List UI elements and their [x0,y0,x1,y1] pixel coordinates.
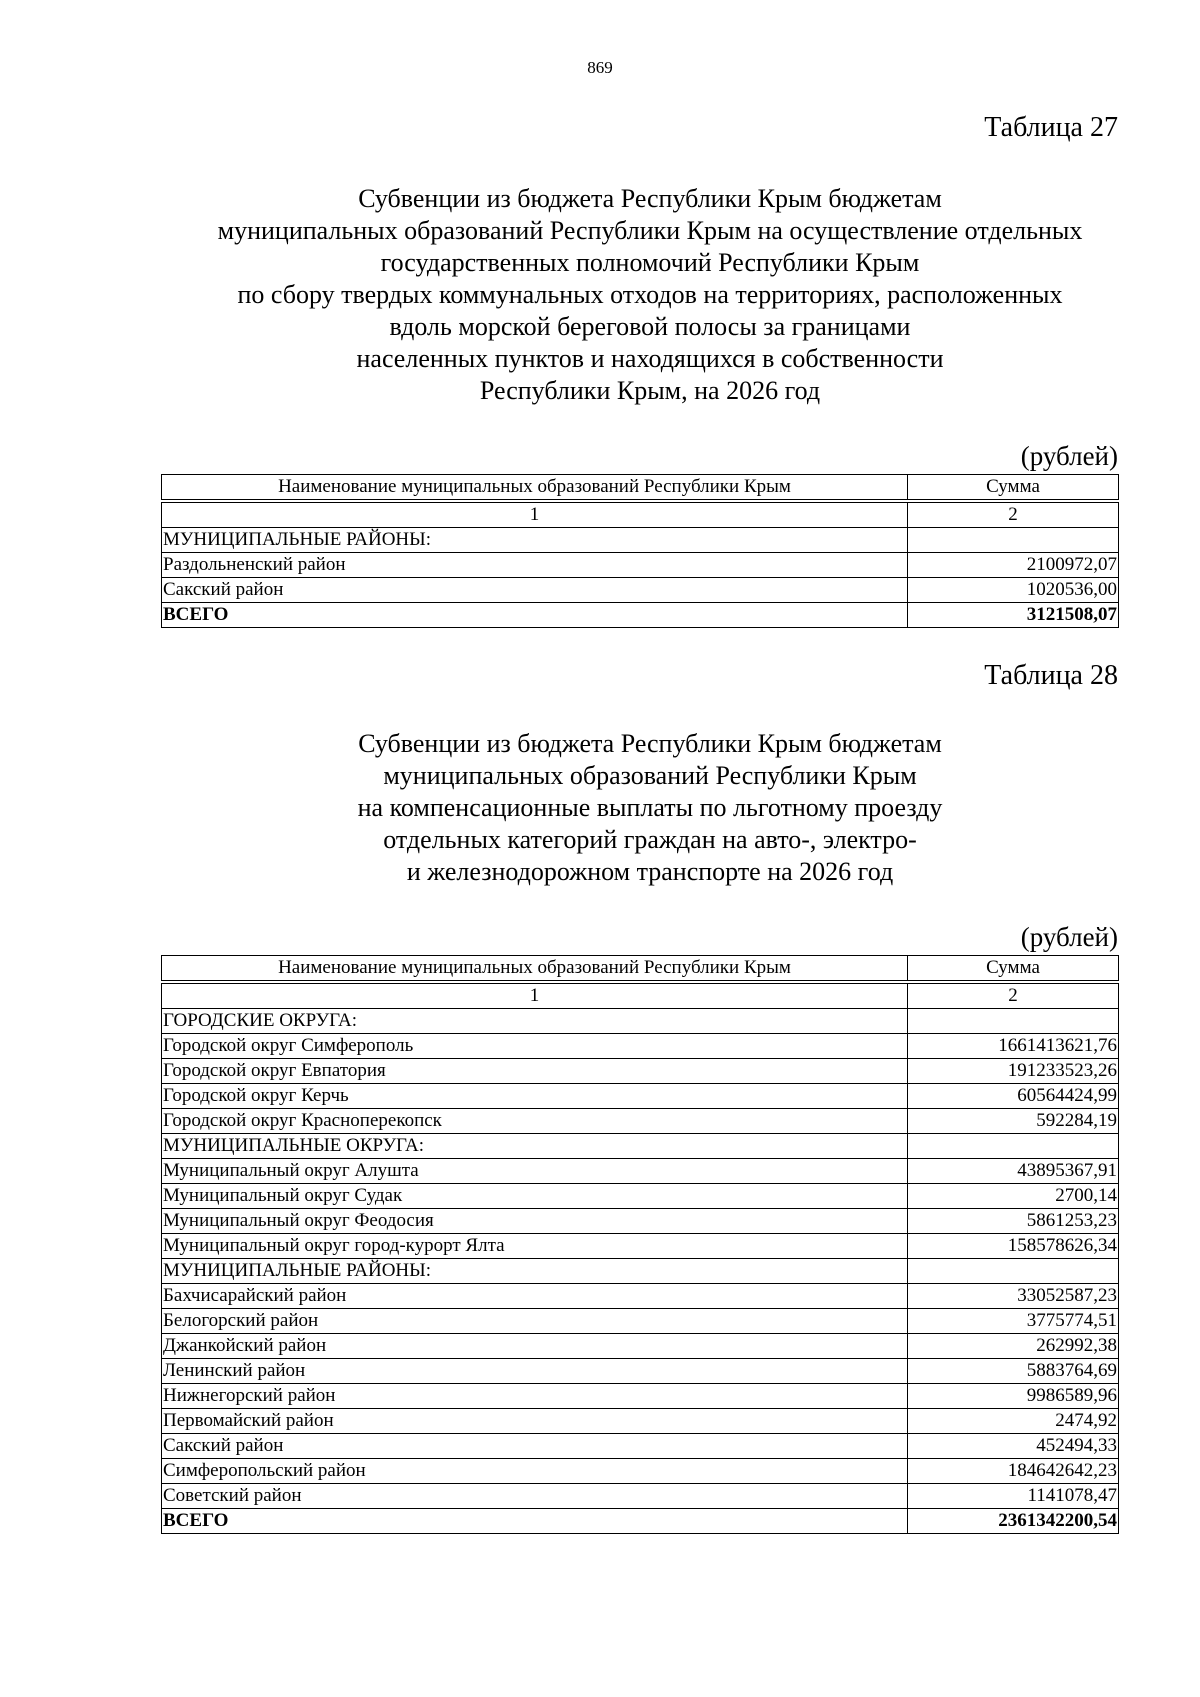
table-row [162,578,1119,603]
row-amount: 1141078,47 [908,1484,1119,1509]
table27-title [150,183,1150,407]
row-amount [908,1009,1119,1034]
column-header-sum: Сумма [908,956,1119,981]
table-row [162,1134,1119,1159]
row-name: Симферопольский район [162,1459,908,1484]
column-number: 2 [908,503,1119,528]
table28-label: Таблица 28 [984,660,1118,691]
total-label: ВСЕГО [162,603,908,628]
column-header-sum: Сумма [908,475,1119,500]
row-name: Городской округ Керчь [162,1084,908,1109]
row-amount: 452494,33 [908,1434,1119,1459]
row-name: Бахчисарайский район [162,1284,908,1309]
row-name: Муниципальный округ Феодосия [162,1209,908,1234]
table28 [161,955,1119,1534]
table-row [162,1284,1119,1309]
row-amount: 60564424,99 [908,1084,1119,1109]
table-header-row [162,956,1119,981]
row-name: Джанкойский район [162,1334,908,1359]
table-row [162,1384,1119,1409]
total-row [162,603,1119,628]
table27 [161,474,1119,628]
table-row [162,1159,1119,1184]
row-amount: 592284,19 [908,1109,1119,1134]
title-line: Субвенции из бюджета Республики Крым бюджетам [358,729,942,758]
row-name: ГОРОДСКИЕ ОКРУГА: [162,1009,908,1034]
row-amount: 33052587,23 [908,1284,1119,1309]
row-amount: 1661413621,76 [908,1034,1119,1059]
table-row [162,1084,1119,1109]
title-line: по сбору твердых коммунальных отходов на территориях, расположенных [237,280,1063,309]
row-amount: 262992,38 [908,1334,1119,1359]
row-amount: 5883764,69 [908,1359,1119,1384]
table28-units: (рублей) [1020,922,1118,952]
row-name: Сакский район [162,1434,908,1459]
row-name: Нижнегорский район [162,1384,908,1409]
row-amount: 184642642,23 [908,1459,1119,1484]
title-line: Субвенции из бюджета Республики Крым бюджетам [358,184,942,213]
title-line: отдельных категорий граждан на авто-, электро- [383,825,917,854]
table-row [162,1259,1119,1284]
row-amount: 43895367,91 [908,1159,1119,1184]
total-row [162,1509,1119,1534]
table-row [162,1234,1119,1259]
row-amount [908,1259,1119,1284]
page-number: 869 [587,58,613,77]
row-name: МУНИЦИПАЛЬНЫЕ РАЙОНЫ: [162,528,908,553]
table27-units: (рублей) [1020,441,1118,471]
total-amount: 2361342200,54 [908,1509,1119,1534]
table-row [162,1484,1119,1509]
row-name: Советский район [162,1484,908,1509]
row-amount: 3775774,51 [908,1309,1119,1334]
row-name: Раздольненский район [162,553,908,578]
table-row [162,1409,1119,1434]
table-row [162,1109,1119,1134]
row-amount: 2100972,07 [908,553,1119,578]
title-line: на компенсационные выплаты по льготному проезду [357,793,943,822]
title-line: Республики Крым, на 2026 год [479,376,821,405]
title-line: вдоль морской береговой полосы за границами [389,312,911,341]
title-line: муниципальных образований Республики Крым на осуществление отдельных [217,216,1083,245]
row-amount: 2700,14 [908,1184,1119,1209]
row-amount: 1020536,00 [908,578,1119,603]
table-row [162,1459,1119,1484]
column-number: 1 [162,984,908,1009]
column-header-name: Наименование муниципальных образований Республики Крым [162,956,908,981]
row-name: Городской округ Красноперекопск [162,1109,908,1134]
table-row [162,1334,1119,1359]
row-name: Белогорский район [162,1309,908,1334]
column-number-row [162,503,1119,528]
row-name: Ленинский район [162,1359,908,1384]
title-line: населенных пунктов и находящихся в собственности [356,344,944,373]
total-label: ВСЕГО [162,1509,908,1534]
column-number: 1 [162,503,908,528]
title-line: и железнодорожном транспорте на 2026 год [406,857,894,886]
row-amount: 2474,92 [908,1409,1119,1434]
row-amount: 9986589,96 [908,1384,1119,1409]
table-row [162,1309,1119,1334]
row-amount: 158578626,34 [908,1234,1119,1259]
row-name: МУНИЦИПАЛЬНЫЕ ОКРУГА: [162,1134,908,1159]
row-name: Муниципальный округ город-курорт Ялта [162,1234,908,1259]
title-line: государственных полномочий Республики Крым [380,248,920,277]
table-row [162,1009,1119,1034]
table-row [162,1209,1119,1234]
table-row [162,528,1119,553]
row-amount: 191233523,26 [908,1059,1119,1084]
table28-title [150,728,1150,888]
table-row [162,1434,1119,1459]
table-row [162,1359,1119,1384]
row-name: Первомайский район [162,1409,908,1434]
total-amount: 3121508,07 [908,603,1119,628]
column-header-name: Наименование муниципальных образований Республики Крым [162,475,908,500]
row-name: Муниципальный округ Алушта [162,1159,908,1184]
column-number: 2 [908,984,1119,1009]
row-amount [908,528,1119,553]
row-amount [908,1134,1119,1159]
row-name: Сакский район [162,578,908,603]
table-row [162,553,1119,578]
row-name: МУНИЦИПАЛЬНЫЕ РАЙОНЫ: [162,1259,908,1284]
table-row [162,1184,1119,1209]
row-amount: 5861253,23 [908,1209,1119,1234]
title-line: муниципальных образований Республики Крым [383,761,917,790]
table-header-row [162,475,1119,500]
table27-label: Таблица 27 [984,112,1118,143]
table-row [162,1059,1119,1084]
row-name: Муниципальный округ Судак [162,1184,908,1209]
row-name: Городской округ Симферополь [162,1034,908,1059]
table-row [162,1034,1119,1059]
column-number-row [162,984,1119,1009]
row-name: Городской округ Евпатория [162,1059,908,1084]
